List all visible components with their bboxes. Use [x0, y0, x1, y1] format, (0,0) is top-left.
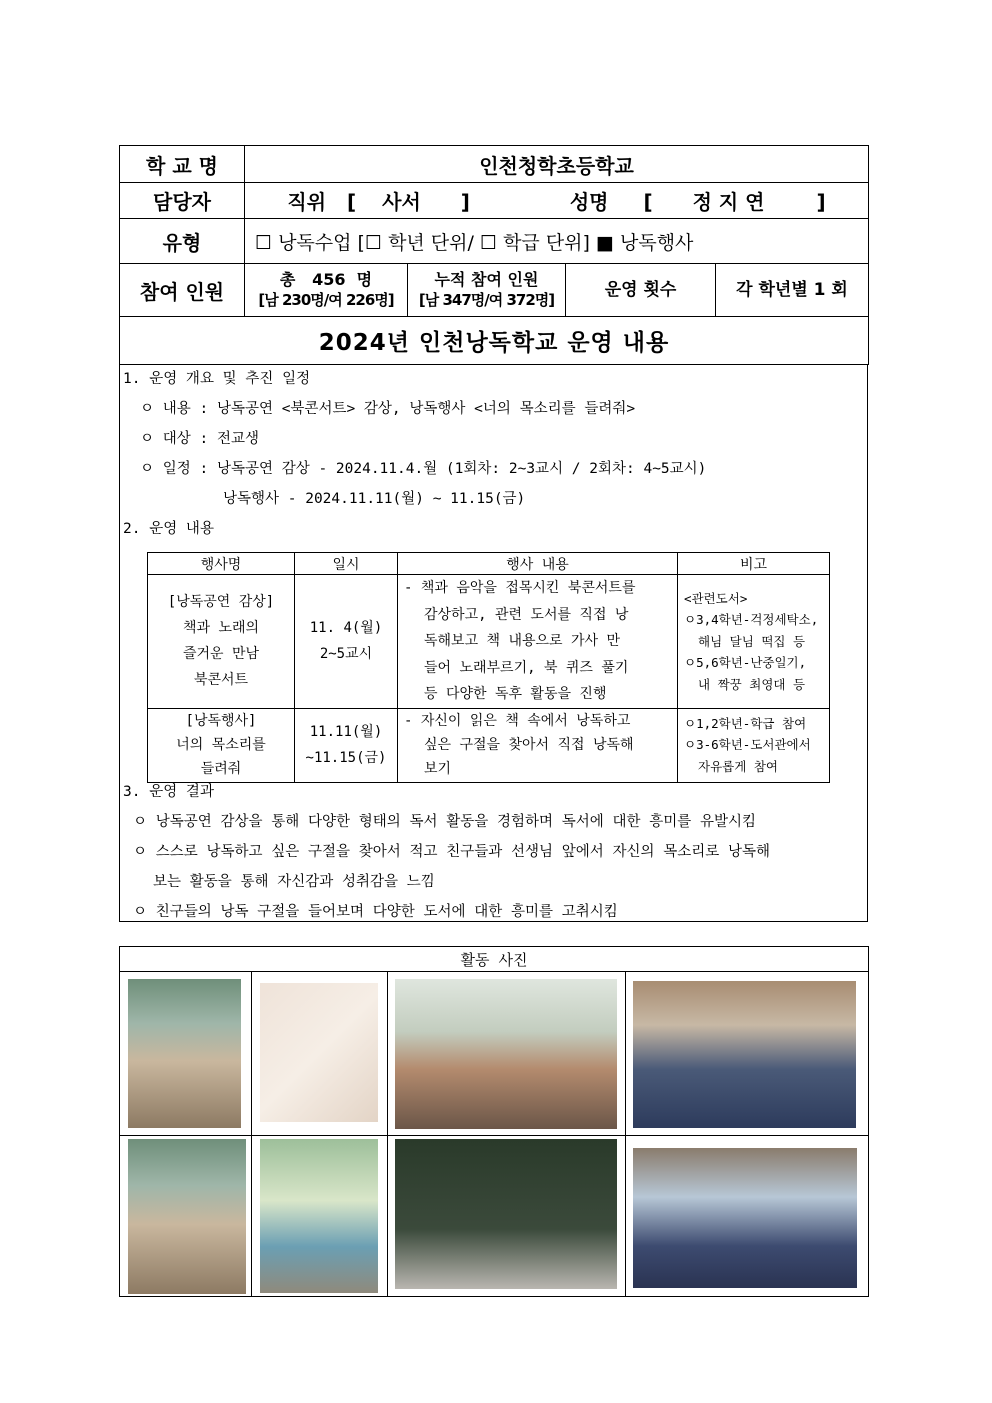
section3-item-2b: 보는 활동을 통해 자신감과 성취감을 느낌 — [153, 874, 435, 890]
main-title: 2024년 인천낭독학교 운영 내용 — [120, 317, 869, 365]
section1-title: 1. 운영 개요 및 추진 일정 — [123, 371, 311, 387]
section1-item-target: ㅇ 대상 : 전교생 — [140, 431, 259, 447]
photo-table — [119, 946, 869, 1297]
photo-student-reading-2 — [128, 1139, 246, 1294]
photo-class-group — [395, 979, 617, 1129]
table-row — [148, 708, 830, 782]
photo-student-reading — [128, 979, 241, 1128]
checkbox-empty-icon: ☐ — [364, 231, 383, 254]
type-option-reading-event: 낭독행사 — [619, 231, 694, 254]
column-header: 행사명 — [148, 553, 295, 575]
section3-item-2: ㅇ 스스로 낭독하고 싶은 구절을 찾아서 적고 친구들과 선생님 앞에서 자신의 목소리로 낭독해 — [133, 844, 771, 860]
type-option-grade: 학년 단위/ — [388, 231, 474, 254]
section2-title: 2. 운영 내용 — [123, 521, 214, 537]
section1-item-schedule-2: 낭독행사 - 2024.11.11(월) ~ 11.15(금) — [223, 491, 526, 507]
event-note: ㅇ1,2학년-학급 참여 ㅇ3-6학년-도서관에서 자유롭게 참여 — [678, 708, 830, 782]
position-label: 직위 — [287, 190, 327, 214]
event-note: <관련도서> ㅇ3,4학년-걱정세탁소, 해님 달님 떡집 등 ㅇ5,6학년-난중일기, 내 짝꿍 최영대 등 — [678, 575, 830, 709]
section1-item-content: ㅇ 내용 : 낭독공연 <북콘서트> 감상, 낭독행사 <너의 목소리를 들려줘> — [140, 401, 636, 417]
event-date: 11.11(월) ~11.15(금) — [295, 708, 398, 782]
photo-book-concert-stage — [633, 1148, 857, 1288]
event-name: [낭독공연 감상] 책과 노래의 즐거운 만남 북콘서트 — [148, 575, 295, 709]
name-label: 성명 — [569, 190, 609, 214]
type-label: 유형 — [120, 219, 245, 264]
school-label: 학 교 명 — [120, 146, 245, 183]
type-option-class: 학급 단위] — [503, 231, 590, 254]
section3-item-1: ㅇ 낭독공연 감상을 통해 다양한 형태의 독서 활동을 경험하며 독서에 대한 흥미를 유발시킴 — [133, 814, 757, 830]
schedule-table — [147, 552, 830, 783]
section3-item-3: ㅇ 친구들의 낭독 구절을 들어보며 다양한 도서에 대한 흥미를 고취시킴 — [133, 904, 618, 920]
checkbox-filled-icon: ■ — [595, 231, 614, 254]
type-option-reading-class: 낭독수업 — [278, 231, 352, 254]
position-value: 사서 — [382, 190, 421, 214]
event-description: - 책과 음악을 접목시킨 북콘서트를 감상하고, 관련 도서를 직접 낭 독해보고 책 내용으로 가사 만 들어 노래부르기, 북 퀴즈 풀기 등 다양한 독후 활동을 진행 — [398, 575, 678, 709]
section3-title: 3. 운영 결과 — [123, 784, 214, 800]
school-name: 인천청학초등학교 — [245, 146, 869, 183]
column-header: 일시 — [295, 553, 398, 575]
count-value: 각 학년별 1 회 — [716, 264, 869, 317]
name-value: 정 지 연 — [692, 190, 765, 214]
photo-title: 활동 사진 — [120, 947, 869, 972]
event-date: 11. 4(월) 2~5교시 — [295, 575, 398, 709]
event-description: - 자신이 읽은 책 속에서 낭독하고 싶은 구절을 찾아서 직접 낭독해 보기 — [398, 708, 678, 782]
event-name: [낭독행사] 너의 목소리를 들려줘 — [148, 708, 295, 782]
checkbox-empty-icon: ☐ — [255, 231, 273, 254]
column-header: 비고 — [678, 553, 830, 575]
photo-auditorium-concert — [633, 981, 856, 1128]
type-options: ☐ 낭독수업 [☐ 학년 단위/ ☐ 학급 단위] ■ 낭독행사 — [245, 219, 869, 264]
section1-item-schedule: ㅇ 일정 : 낭독공연 감상 - 2024.11.4.월 (1회차: 2~3교시 / 2회차: 4~5교시) — [140, 461, 707, 477]
content-box — [119, 365, 868, 922]
photo-worksheets — [260, 983, 378, 1122]
manager-value: 직위 [ 사서 ] 성명 [ 정 지 연 ] — [245, 183, 869, 219]
total-participants: 총 456 명 [남 230명/여 226명] — [245, 264, 408, 317]
column-header: 행사 내용 — [398, 553, 678, 575]
photo-reading-screen — [395, 1139, 617, 1289]
photo-library-event — [260, 1139, 378, 1293]
checkbox-empty-icon: ☐ — [479, 231, 498, 254]
table-row — [148, 575, 830, 709]
participants-label: 참여 인원 — [120, 264, 245, 317]
cumulative-participants: 누적 참여 인원 [남 347명/여 372명] — [408, 264, 566, 317]
manager-label: 담당자 — [120, 183, 245, 219]
info-table — [119, 145, 869, 365]
count-label: 운영 횟수 — [566, 264, 716, 317]
